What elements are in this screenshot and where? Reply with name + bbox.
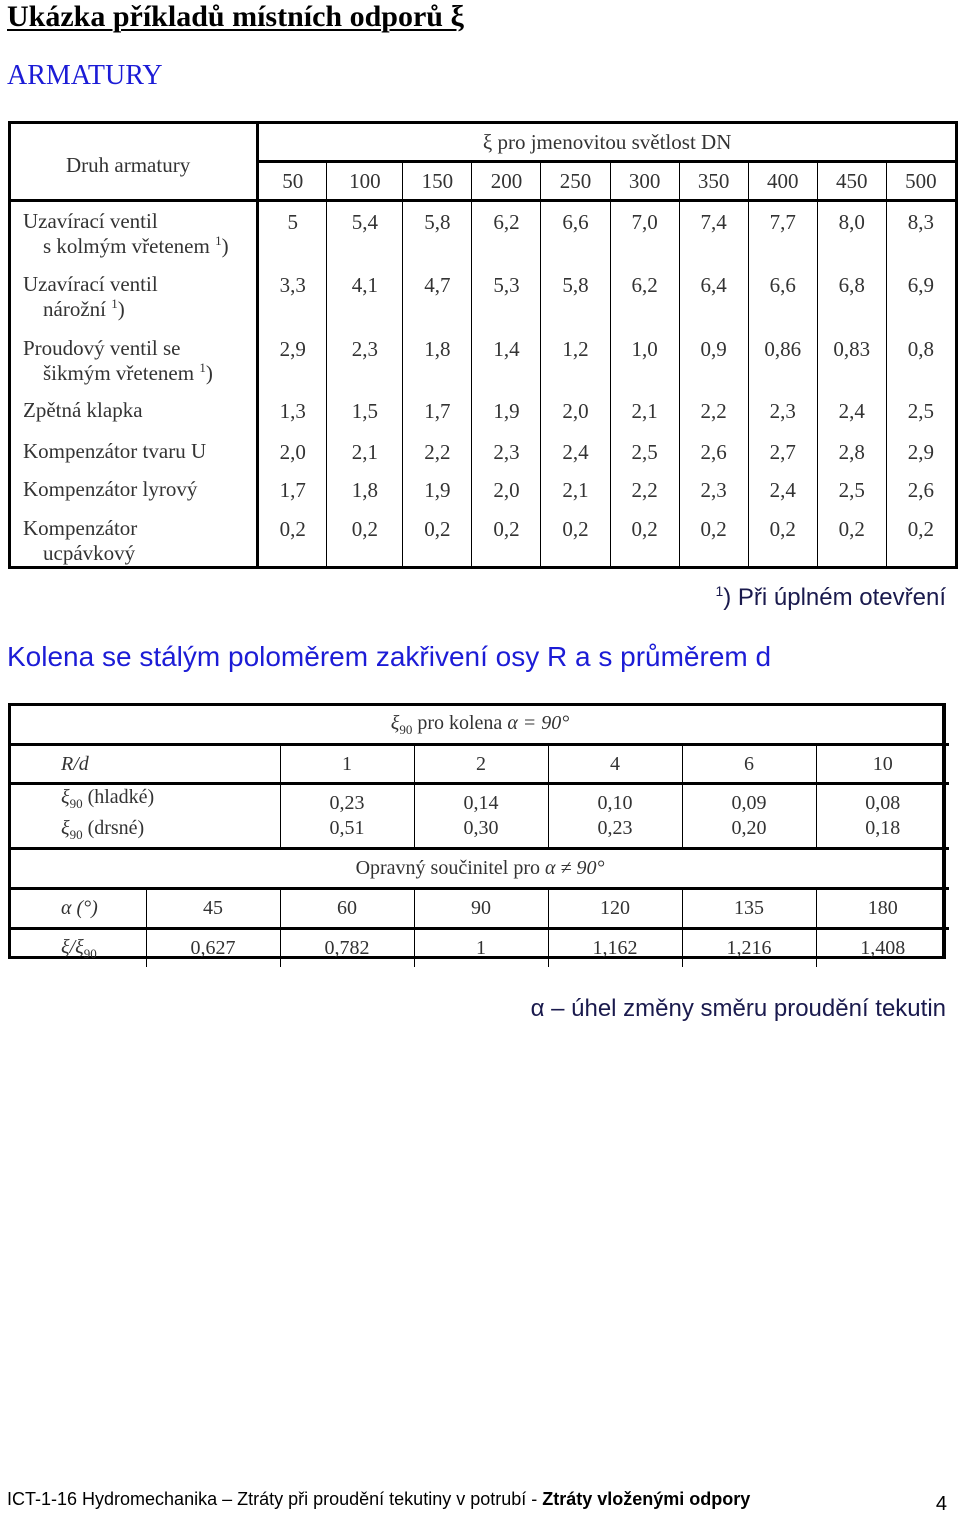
xi-value-cell: 5,4 <box>327 201 403 265</box>
ratio-value-cell: 1,162 <box>548 929 682 968</box>
xi-rough-value: 0,30 <box>463 817 499 839</box>
xi-smooth-value: 0,09 <box>731 792 767 814</box>
xi-value-cell: 2,5 <box>817 470 886 509</box>
alpha-value-cell: 45 <box>146 889 280 929</box>
xi-value-cell: 0,2 <box>541 509 610 568</box>
xi-value-cell: 2,6 <box>679 432 748 470</box>
xi-bend-cell <box>548 784 682 849</box>
fitting-label <box>10 509 258 568</box>
fitting-row <box>10 509 957 568</box>
alpha-value-cell: 120 <box>548 889 682 929</box>
xi-value-cell: 5,3 <box>472 265 541 329</box>
xi-bend-cell <box>414 784 548 849</box>
xi-smooth-value: 0,14 <box>463 792 499 814</box>
alpha-label: α (°) <box>11 889 146 929</box>
rd-value-cell: 4 <box>548 745 682 784</box>
xi-value-cell: 0,2 <box>403 509 472 568</box>
xi-value-cell: 2,2 <box>610 470 679 509</box>
dn-header-cell: 400 <box>748 162 817 201</box>
dn-header-cell: 300 <box>610 162 679 201</box>
fitting-label-line2: šikmým vřetenem $^1$) <box>43 360 213 386</box>
rd-value-cell: 10 <box>816 745 949 784</box>
alpha-value-cell: 90 <box>414 889 548 929</box>
fitting-label-line2: s kolmým vřetenem $^1$) <box>43 233 229 259</box>
rd-row <box>11 745 949 784</box>
xi-value-cell: 5,8 <box>541 265 610 329</box>
xi-value-cell: 0,2 <box>679 509 748 568</box>
fitting-label-line1: Uzavírací ventil <box>23 271 158 296</box>
xi-value-cell: 2,6 <box>886 470 956 509</box>
xi-value-cell: 7,0 <box>610 201 679 265</box>
column-header-type: Druh armatury <box>10 123 258 201</box>
xi-value-cell: 2,1 <box>541 470 610 509</box>
xi-smooth-value: 0,08 <box>865 792 901 814</box>
ratio-row <box>11 929 949 968</box>
footnote-text: ) Při úplném otevření <box>723 584 946 611</box>
correction-title: Opravný součinitel pro α ≠ 90° <box>11 849 949 889</box>
dn-header-cell: 50 <box>258 162 327 201</box>
column-header-xi: ξ pro jmenovitou světlost DN <box>258 123 957 162</box>
ratio-value-cell: 0,627 <box>146 929 280 968</box>
xi-value-cell: 2,0 <box>258 432 327 470</box>
xi-value-cell: 2,9 <box>258 329 327 391</box>
xi-bend-cell <box>280 784 414 849</box>
dn-header-cell: 500 <box>886 162 956 201</box>
bends-table <box>8 703 946 959</box>
dn-header-cell: 350 <box>679 162 748 201</box>
fitting-row <box>10 432 957 470</box>
xi-label: $\xi_{90}$ (hladké) $\xi_{90}$ (drsné) <box>11 784 280 849</box>
dn-header-cell: 150 <box>403 162 472 201</box>
xi-value-cell: 1,7 <box>258 470 327 509</box>
xi-value-cell: 6,2 <box>610 265 679 329</box>
ratio-label: $\xi/\xi_{90}$ <box>61 935 97 961</box>
xi-value-cell: 0,8 <box>886 329 956 391</box>
alpha-value-cell: 60 <box>280 889 414 929</box>
fitting-label <box>10 265 258 329</box>
page-number: 4 <box>935 1493 947 1515</box>
xi-value-cell: 0,2 <box>748 509 817 568</box>
xi-value-cell: 8,0 <box>817 201 886 265</box>
rd-label: R/d <box>11 745 280 784</box>
fitting-label <box>10 470 258 509</box>
fitting-row <box>10 201 957 265</box>
xi-value-cell: 2,3 <box>679 470 748 509</box>
xi-value-cell: 0,2 <box>610 509 679 568</box>
xi-value-cell: 0,2 <box>327 509 403 568</box>
xi-value-cell: 6,6 <box>748 265 817 329</box>
alpha-note: α – úhel změny směru proudění tekutin <box>530 995 946 1022</box>
fitting-label-line1: Uzavírací ventil <box>23 209 158 234</box>
xi-rough-value: 0,18 <box>865 817 901 839</box>
xi-value-cell: 2,4 <box>817 391 886 431</box>
fitting-label-line1: Kompenzátor <box>23 515 138 540</box>
xi-value-cell: 0,86 <box>748 329 817 391</box>
xi-value-cell: 0,2 <box>817 509 886 568</box>
xi-value-cell: 5,8 <box>403 201 472 265</box>
xi-value-cell: 1,8 <box>327 470 403 509</box>
xi-value-cell: 0,83 <box>817 329 886 391</box>
ratio-value-cell: 1 <box>414 929 548 968</box>
xi-row <box>11 784 949 849</box>
section-heading-kolena: Kolena se stálým poloměrem zakřivení osy R a s průměrem d <box>7 641 772 672</box>
xi-value-cell: 6,8 <box>817 265 886 329</box>
rd-value-cell: 2 <box>414 745 548 784</box>
xi-value-cell: 4,1 <box>327 265 403 329</box>
xi-value-cell: 2,2 <box>679 391 748 431</box>
fitting-label <box>10 432 258 470</box>
xi-value-cell: 2,3 <box>327 329 403 391</box>
xi-value-cell: 1,5 <box>327 391 403 431</box>
footer-text: ICT-1-16 Hydromechanika – Ztráty při proudění tekutiny v potrubí - <box>7 1489 543 1509</box>
alpha-row <box>11 889 949 929</box>
fitting-label-line2: nárožní $^1$) <box>43 295 125 321</box>
xi-value-cell: 6,6 <box>541 201 610 265</box>
xi-value-cell: 1,2 <box>541 329 610 391</box>
xi-value-cell: 0,2 <box>886 509 956 568</box>
dn-header-cell: 450 <box>817 162 886 201</box>
xi-value-cell: 6,9 <box>886 265 956 329</box>
xi-rough-value: 0,20 <box>731 817 767 839</box>
xi-value-cell: 1,4 <box>472 329 541 391</box>
xi-value-cell: 2,4 <box>748 470 817 509</box>
fitting-label-line1: Kompenzátor tvaru U <box>23 438 207 463</box>
xi-value-cell: 5 <box>258 201 327 265</box>
ratio-value-cell: 1,408 <box>816 929 949 968</box>
fitting-label-line2: ucpávkový <box>43 540 136 565</box>
xi-value-cell: 2,1 <box>610 391 679 431</box>
xi-value-cell: 1,9 <box>472 391 541 431</box>
xi-value-cell: 1,8 <box>403 329 472 391</box>
fitting-label <box>10 391 258 431</box>
xi-value-cell: 2,9 <box>886 432 956 470</box>
xi-value-cell: 0,9 <box>679 329 748 391</box>
xi-value-cell: 2,4 <box>541 432 610 470</box>
xi-value-cell: 2,1 <box>327 432 403 470</box>
bends-table-title: $\xi_{90}$ pro kolena α = 90° <box>11 706 949 745</box>
footer-bold-text: Ztráty vloženými odpory <box>542 1489 751 1509</box>
footnote-marker: 1 <box>715 583 724 599</box>
xi-bend-cell <box>816 784 949 849</box>
fitting-row <box>10 265 957 329</box>
xi-bend-cell <box>682 784 816 849</box>
rd-value-cell: 1 <box>280 745 414 784</box>
xi-value-cell: 2,7 <box>748 432 817 470</box>
xi-smooth-value: 0,10 <box>597 792 633 814</box>
xi-value-cell: 2,3 <box>748 391 817 431</box>
rd-value-cell: 6 <box>682 745 816 784</box>
xi-value-cell: 0,2 <box>472 509 541 568</box>
xi-smooth-value: 0,23 <box>329 792 365 814</box>
xi-value-cell: 6,2 <box>472 201 541 265</box>
xi-value-cell: 1,7 <box>403 391 472 431</box>
footnote <box>715 583 946 612</box>
fittings-table <box>8 121 958 569</box>
section-heading-armatury: ARMATURY <box>7 60 163 91</box>
fitting-label-line1: Zpětná klapka <box>23 398 143 423</box>
footer <box>7 1489 750 1510</box>
xi-value-cell: 1,0 <box>610 329 679 391</box>
xi-value-cell: 2,2 <box>403 432 472 470</box>
xi-value-cell: 7,7 <box>748 201 817 265</box>
alpha-value-cell: 180 <box>816 889 949 929</box>
fitting-row <box>10 470 957 509</box>
ratio-value-cell: 1,216 <box>682 929 816 968</box>
xi-rough-value: 0,51 <box>329 817 365 839</box>
xi-value-cell: 2,8 <box>817 432 886 470</box>
xi-value-cell: 2,5 <box>610 432 679 470</box>
dn-header-cell: 250 <box>541 162 610 201</box>
dn-header-cell: 200 <box>472 162 541 201</box>
xi-value-cell: 3,3 <box>258 265 327 329</box>
xi-value-cell: 6,4 <box>679 265 748 329</box>
fitting-label <box>10 201 258 265</box>
xi-value-cell: 2,0 <box>541 391 610 431</box>
fitting-row <box>10 391 957 431</box>
fitting-label <box>10 329 258 391</box>
xi-value-cell: 2,5 <box>886 391 956 431</box>
ratio-value-cell: 0,782 <box>280 929 414 968</box>
xi-value-cell: 2,3 <box>472 432 541 470</box>
fitting-label-line1: Proudový ventil se <box>23 336 181 361</box>
xi-value-cell: 7,4 <box>679 201 748 265</box>
xi-value-cell: 8,3 <box>886 201 956 265</box>
page-title: Ukázka příkladů místních odporů ξ <box>7 0 464 33</box>
xi-value-cell: 1,9 <box>403 470 472 509</box>
xi-rough-value: 0,23 <box>597 817 633 839</box>
xi-value-cell: 2,0 <box>472 470 541 509</box>
dn-header-cell: 100 <box>327 162 403 201</box>
fitting-row <box>10 329 957 391</box>
alpha-value-cell: 135 <box>682 889 816 929</box>
xi-value-cell: 1,3 <box>258 391 327 431</box>
xi-value-cell: 4,7 <box>403 265 472 329</box>
xi-value-cell: 0,2 <box>258 509 327 568</box>
fitting-label-line1: Kompenzátor lyrový <box>23 476 198 501</box>
